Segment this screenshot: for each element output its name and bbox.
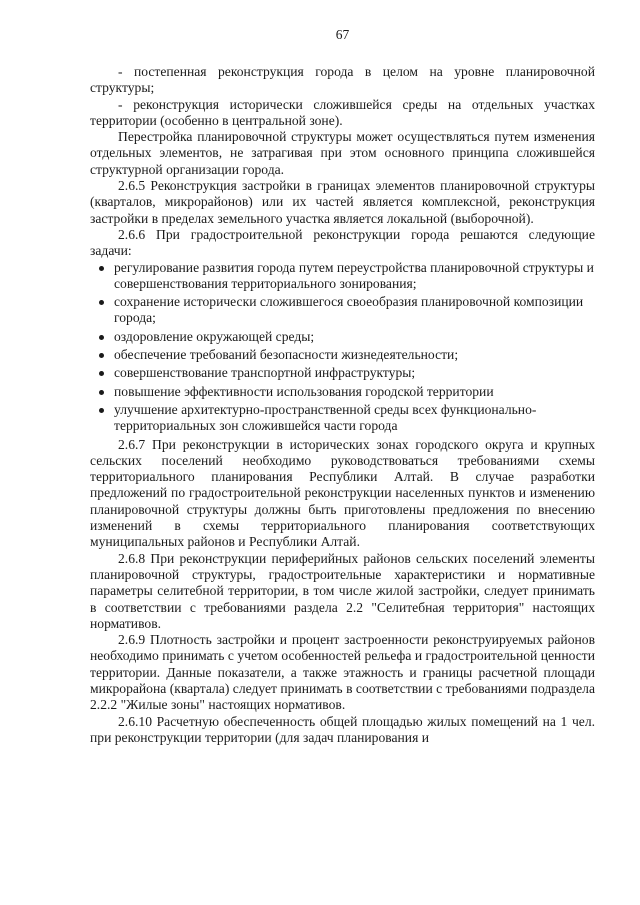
paragraph-reconstruction-city: - постепенная реконструкция города в целом на уровне планировочной структуры;: [90, 64, 595, 96]
bullet-icon: [99, 390, 104, 395]
paragraph-restructuring: Перестройка планировочной структуры может осуществляться путем изменения отдельных элементов, не затрагивая при этом основного принципа сложившейся структурной организации города.: [90, 129, 595, 177]
tasks-bullet-list: [90, 260, 595, 435]
paragraph-2-6-10: 2.6.10 Расчетную обеспеченность общей площадью жилых помещений на 1 чел. при реконструкции территории (для задач планирования и: [90, 713, 595, 745]
paragraph-2-6-7: 2.6.7 При реконструкции в исторических зонах городского округа и крупных сельских поселений необходимо руководствоваться требованиями схемы территориального планирования Республики Алтай. В случае разработки предложений по градостроительной реконструкции населенных пунктов и изменению планировочной структуры должны быть приготовлены предложения по внесению изменений в схемы территориального планирования соответствующих муниципальных районов и Республики Алтай.: [90, 436, 595, 550]
paragraph-2-6-9: 2.6.9 Плотность застройки и процент застроенности реконструируемых районов необходимо принимать с учетом особенностей рельефа и градостроительной ценности территории. Данные показатели, а также этажность и границы расчетной площади микрорайона (квартала) следует принимать в соответствии с требованиями подраздела 2.2.2 "Жилые зоны" настоящих нормативов.: [90, 632, 595, 713]
paragraph-2-6-8: 2.6.8 При реконструкции периферийных районов сельских поселений элементы планировочной структуры, градостроительные характеристики и нормативные параметры селитебной территории, в том числе жилой застройки, следует принимать в соответствии с требованиями раздела 2.2 "Селитебная территория" настоящих нормативов.: [90, 550, 595, 631]
list-item: оздоровление окружающей среды;: [90, 329, 595, 345]
list-item: повышение эффективности использования городской территории: [90, 384, 595, 400]
bullet-icon: [99, 300, 104, 305]
document-page: [90, 26, 595, 896]
paragraph-2-6-5: 2.6.5 Реконструкция застройки в границах элементов планировочной структуры (кварталов, микрорайонов) или их частей является комплексной, реконструкция застройки в пределах земельного участка является локальной (выборочной).: [90, 178, 595, 226]
paragraph-2-6-6: 2.6.6 При градостроительной реконструкции города решаются следующие задачи:: [90, 226, 595, 259]
list-item: совершенствование транспортной инфраструктуры;: [90, 365, 595, 381]
bullet-icon: [99, 266, 104, 271]
page-number: 67: [335, 27, 350, 42]
bullet-icon: [99, 353, 104, 358]
paragraph-reconstruction-historic: - реконструкция исторически сложившейся среды на отдельных участках территории (особенно в центральной зоне).: [90, 96, 595, 128]
bullet-icon: [99, 408, 104, 413]
list-item: улучшение архитектурно-пространственной среды всех функционально-территориальных зон сложившейся части города: [90, 402, 595, 435]
bullet-icon: [99, 335, 104, 340]
list-item: сохранение исторически сложившегося своеобразия планировочной композиции города;: [90, 294, 595, 327]
list-item: обеспечение требований безопасности жизнедеятельности;: [90, 347, 595, 363]
bullet-icon: [99, 371, 104, 376]
list-item: регулирование развития города путем переустройства планировочной структуры и совершенствования территориального зонирования;: [90, 260, 595, 293]
